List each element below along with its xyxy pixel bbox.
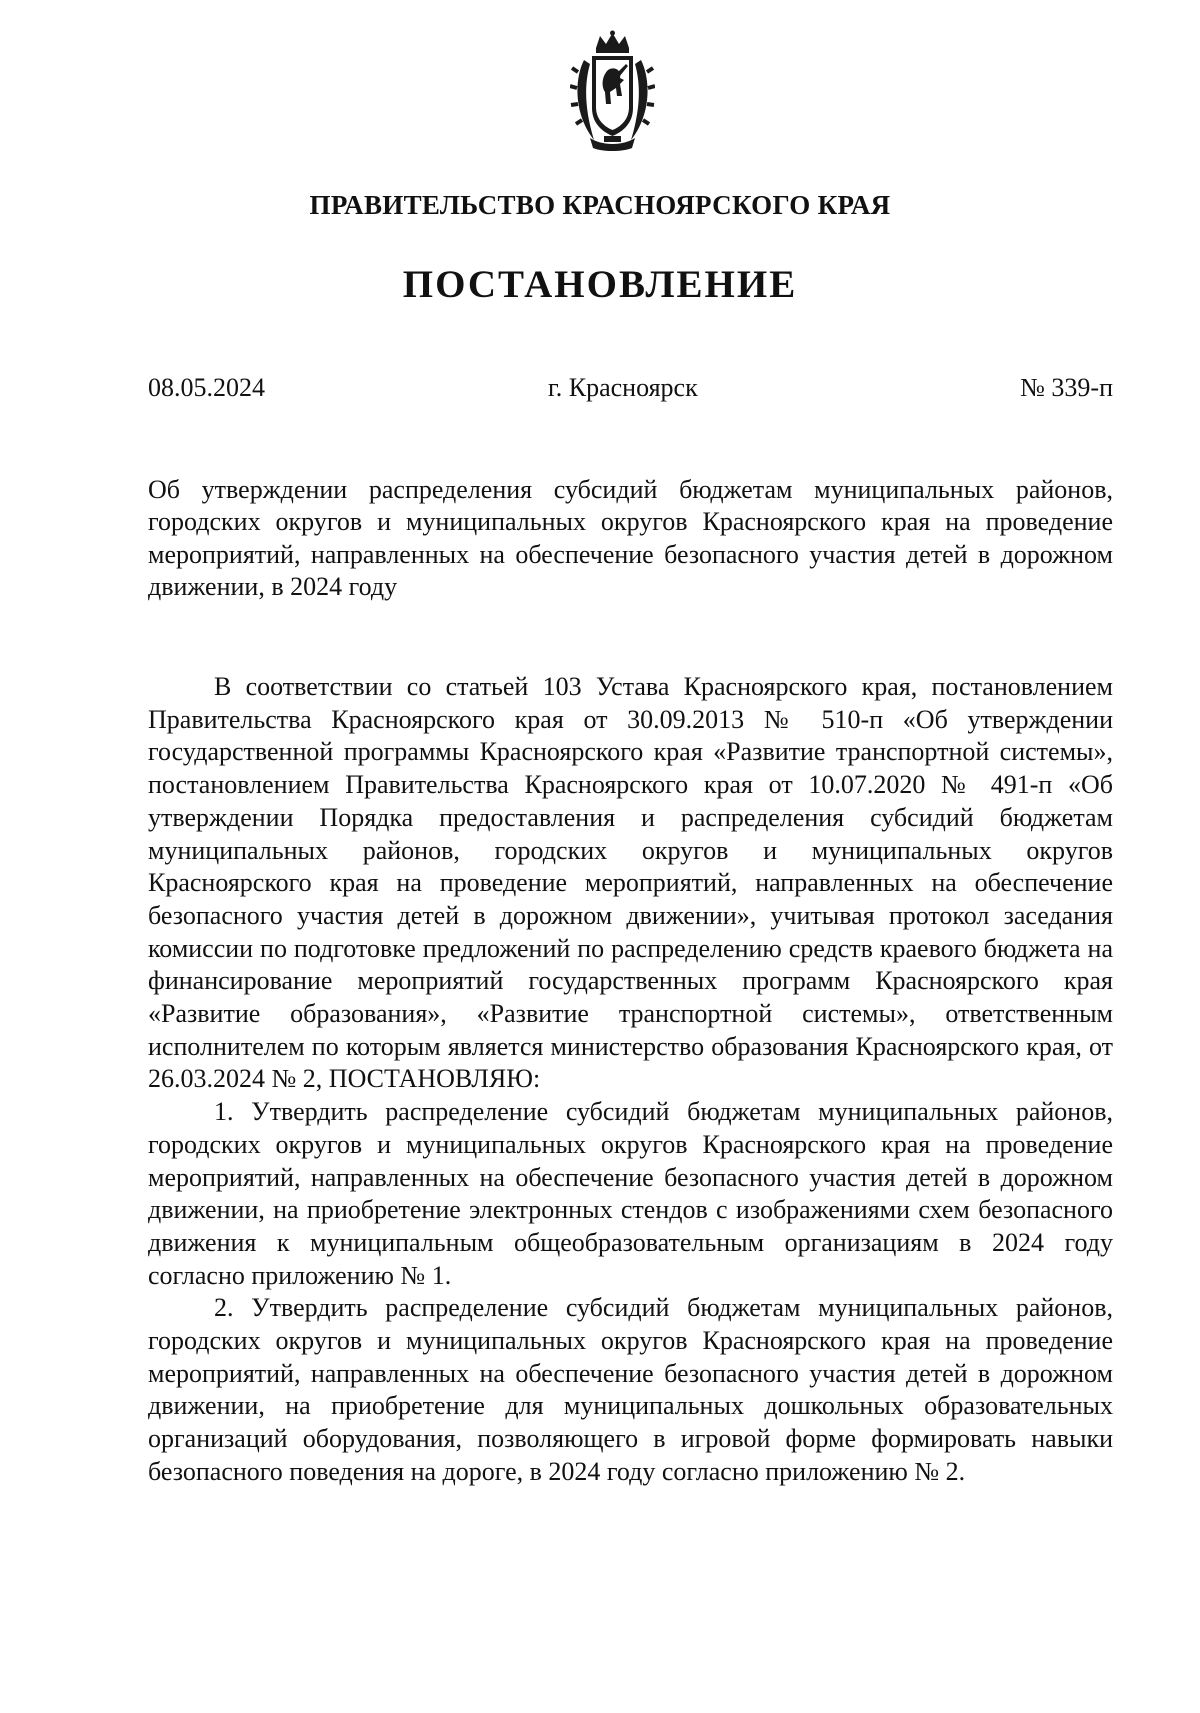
resolution-item-2: 2. Утвердить распределение субсидий бюджетам муниципальных районов, городских округов и муниципальных округов Красноярского края на проведение мероприятий, направленных на обеспечение безопасного участия детей в дорожном движении, на приобретение для муниципальных дошкольных образовательных организаций оборудования, позволяющего в игровой форме формировать навыки безопасного поведения на дороге, в 2024 году согласно приложению № 2.: [148, 1293, 1113, 1486]
document-subject: Об утверждении распределения субсидий бюджетам муниципальных районов, городских округов и муниципальных округов Красноярского края на проведение мероприятий, направленных на обеспечение безопасного участия детей в дорожном движении, в 2024 году: [148, 475, 1113, 601]
document-number: № 339-п: [1020, 373, 1113, 402]
document-meta-row: [148, 373, 1113, 407]
preamble-paragraph: В соответствии со статьей 103 Устава Красноярского края, постановлением Правительства Красноярского края от 30.09.2013 № 510-п «Об утверждении государственной программы Красноярского края «Развитие транспортной системы», постановлением Правительства Красноярского края от 10.07.2020 № 491-п «Об утверждении Порядка предоставления и распределения субсидий бюджетам муниципальных районов, городских округов и муниципальных округов Красноярского края на проведение мероприятий, направленных на обеспечение безопасного участия детей в дорожном движении», учитывая протокол заседания комиссии по подготовке предложений по распределению средств краевого бюджета на финансирование мероприятий государственных программ Красноярского края «Развитие образования», «Развитие транспортной системы», ответственным исполнителем по которым является министерство образования Красноярского края, от 26.03.2024 № 2, ПОСТАНОВЛЯЮ:: [148, 672, 1113, 1094]
document-city: г. Красноярск: [548, 373, 698, 402]
document-date: 08.05.2024: [148, 373, 265, 402]
organization-title: ПРАВИТЕЛЬСТВО КРАСНОЯРСКОГО КРАЯ: [309, 190, 891, 220]
krasnoyarsk-coat-of-arms-icon: [570, 30, 655, 155]
document-type-title: ПОСТАНОВЛЕНИЕ: [402, 263, 798, 306]
resolution-item-1: 1. Утвердить распределение субсидий бюджетам муниципальных районов, городских округов и муниципальных округов Красноярского края на проведение мероприятий, направленных на обеспечение безопасного участия детей в дорожном движении, на приобретение электронных стендов с изображениями схем безопасного движения к муниципальным общеобразовательным организациям в 2024 году согласно приложению № 1.: [148, 1097, 1113, 1290]
document-body: [148, 671, 1113, 1489]
